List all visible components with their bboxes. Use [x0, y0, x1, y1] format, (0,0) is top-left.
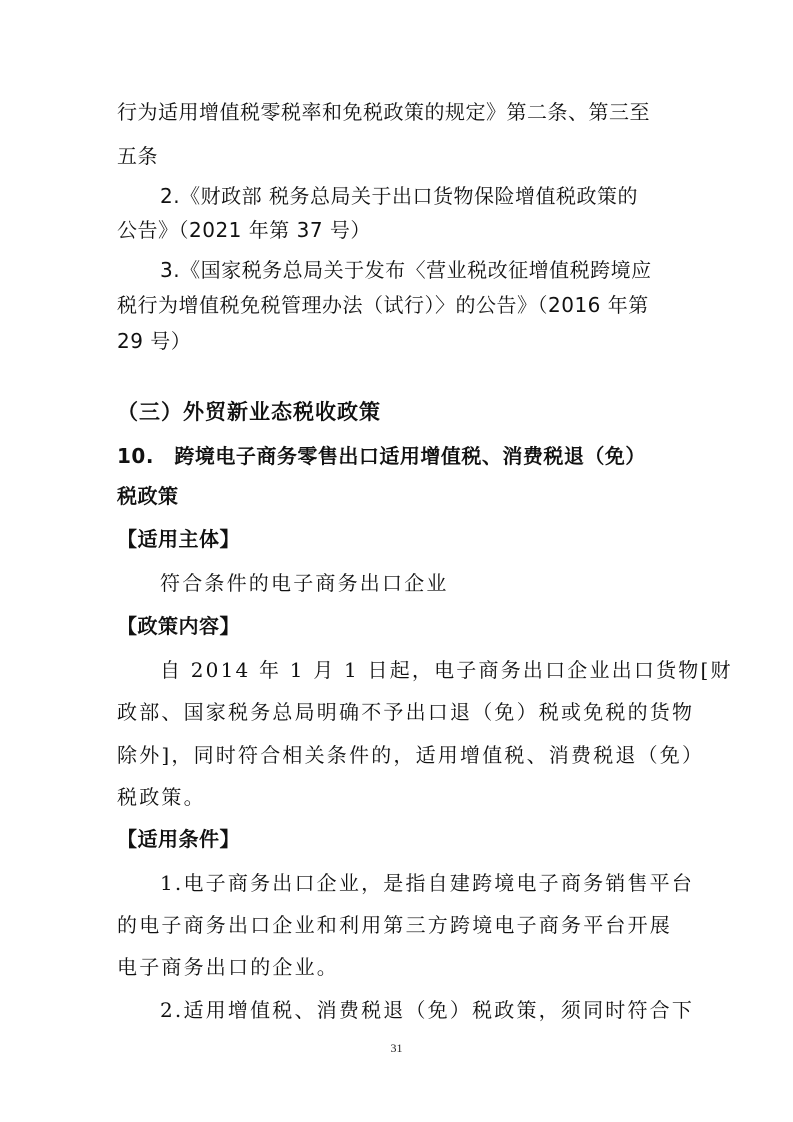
reference-3-line: 税行为增值税免税管理办法（试行）〉的公告》（2016 年第 [117, 293, 649, 317]
condition-1-line: 1.电子商务出口企业，是指自建跨境电子商务销售平台 [160, 871, 695, 895]
reference-1-continued-line: 五条 [117, 144, 158, 168]
section-heading: （三）外贸新业态税收政策 [117, 400, 381, 424]
item-title-line: 10. 跨境电子商务零售出口适用增值税、消费税退（免） [117, 444, 646, 468]
policy-content-line: 自 2014 年 1 月 1 日起，电子商务出口企业出口货物[财 [160, 658, 733, 682]
label-applicable-subject: 【适用主体】 [117, 527, 240, 551]
reference-2-line: 公告》（2021 年第 37 号） [117, 218, 371, 242]
policy-content-line: 税政策。 [117, 785, 206, 809]
policy-content-line: 政部、国家税务总局明确不予出口退（免）税或免税的货物 [117, 700, 695, 724]
condition-1-line: 的电子商务出口企业和利用第三方跨境电子商务平台开展 [117, 913, 672, 937]
subject-text: 符合条件的电子商务出口企业 [160, 571, 449, 595]
reference-3-line: 29 号） [117, 329, 192, 353]
condition-2-line: 2.适用增值税、消费税退（免）税政策，须同时符合下 [160, 998, 695, 1022]
condition-1-line: 电子商务出口的企业。 [117, 955, 339, 979]
item-title-line: 税政策 [117, 484, 179, 508]
page-number: 31 [390, 1041, 403, 1055]
reference-2-line: 2.《财政部 税务总局关于出口货物保险增值税政策的 [160, 184, 638, 208]
label-policy-content: 【政策内容】 [117, 614, 240, 638]
policy-content-line: 除外]，同时符合相关条件的，适用增值税、消费税退（免） [117, 743, 705, 767]
label-conditions: 【适用条件】 [117, 827, 240, 851]
reference-3-line: 3.《国家税务总局关于发布〈营业税改征增值税跨境应 [160, 258, 652, 282]
reference-1-continued-line: 行为适用增值税零税率和免税政策的规定》第二条、第三至 [117, 100, 650, 124]
